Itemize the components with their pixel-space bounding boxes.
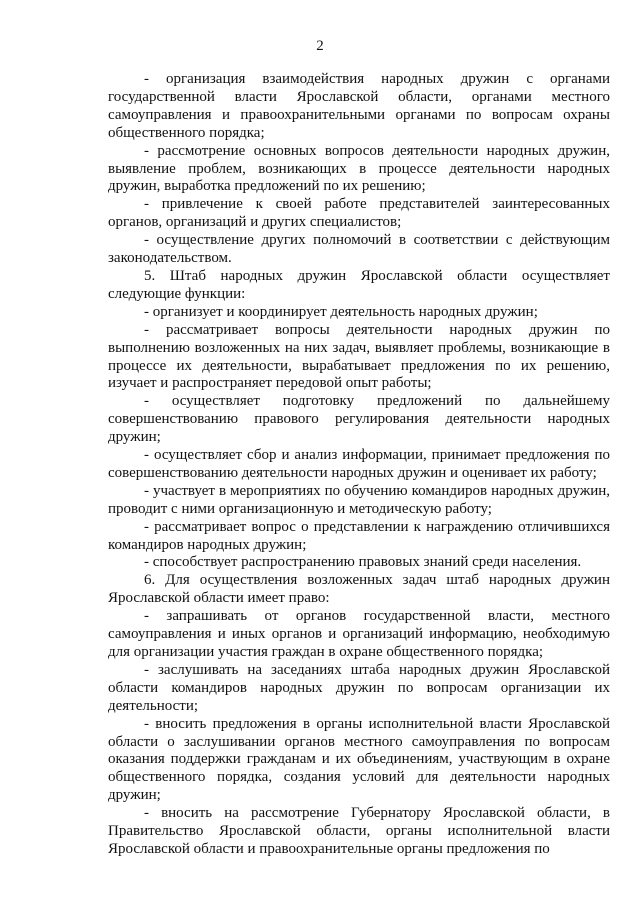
- paragraph: - осуществляет сбор и анализ информации, принимает предложения по совершенствованию деятельности народных дружин и оценивает их работу;: [108, 447, 610, 481]
- page-number: 2: [316, 38, 324, 54]
- paragraph: - заслушивать на заседаниях штаба народных дружин Ярославской области командиров народных дружин по вопросам организации их деятельности;: [108, 661, 610, 714]
- paragraph: - осуществление других полномочий в соответствии с действующим законодательством.: [108, 232, 610, 267]
- paragraph: - вносить на рассмотрение Губернатору Ярославской области, в Правительство Ярославской области, органы исполнительной власти Ярославской области и правоохранительные органы предложения по: [108, 805, 610, 857]
- paragraph: - осуществляет подготовку предложений по дальнейшему совершенствованию правового регулирования деятельности народных дружин;: [108, 393, 610, 446]
- paragraph: - способствует распространению правовых знаний среди населения.: [144, 554, 582, 571]
- paragraph: 5. Штаб народных дружин Ярославской области осуществляет следующие функции:: [108, 267, 610, 302]
- paragraph: - запрашивать от органов государственной власти, местного самоуправления и иных органов и организаций информацию, необходимую для организации участия граждан в охране общественного порядка;: [108, 608, 610, 660]
- paragraph: - участвует в мероприятиях по обучению командиров народных дружин, проводит с ними организационную и методическую работу;: [108, 482, 610, 517]
- paragraph: - рассмотрение основных вопросов деятельности народных дружин, выявление проблем, возникающих в процессе деятельности народных дружин, выработка предложений по их решению;: [108, 142, 610, 195]
- paragraph: - рассматривает вопросы деятельности народных дружин по выполнению возложенных на них задач, выявляет проблемы, возникающие в процессе их деятельности, вырабатывает предложения по их решению, изучает и распространяет передовой опыт работы;: [108, 321, 610, 392]
- document-body: [108, 71, 610, 859]
- paragraph: - организация взаимодействия народных дружин с органами государственной власти Ярославской области, органами местного самоуправления и правоохранительными органами по вопросам охраны общественного порядка;: [108, 71, 610, 141]
- paragraph: - вносить предложения в органы исполнительной власти Ярославской области о заслушивании органов местного самоуправления по вопросам оказания поддержки гражданам и их объединениям, участвующим в охране общественного порядка, создания условий для деятельности народных дружин;: [108, 715, 610, 804]
- paragraph: 6. Для осуществления возложенных задач штаб народных дружин Ярославской области имеет право:: [108, 572, 610, 607]
- paragraph: - привлечение к своей работе представителей заинтересованных органов, организаций и других специалистов;: [108, 196, 610, 231]
- paragraph: - организует и координирует деятельность народных дружин;: [144, 303, 538, 320]
- paragraph: - рассматривает вопрос о представлении к награждению отличившихся командиров народных дружин;: [108, 518, 610, 553]
